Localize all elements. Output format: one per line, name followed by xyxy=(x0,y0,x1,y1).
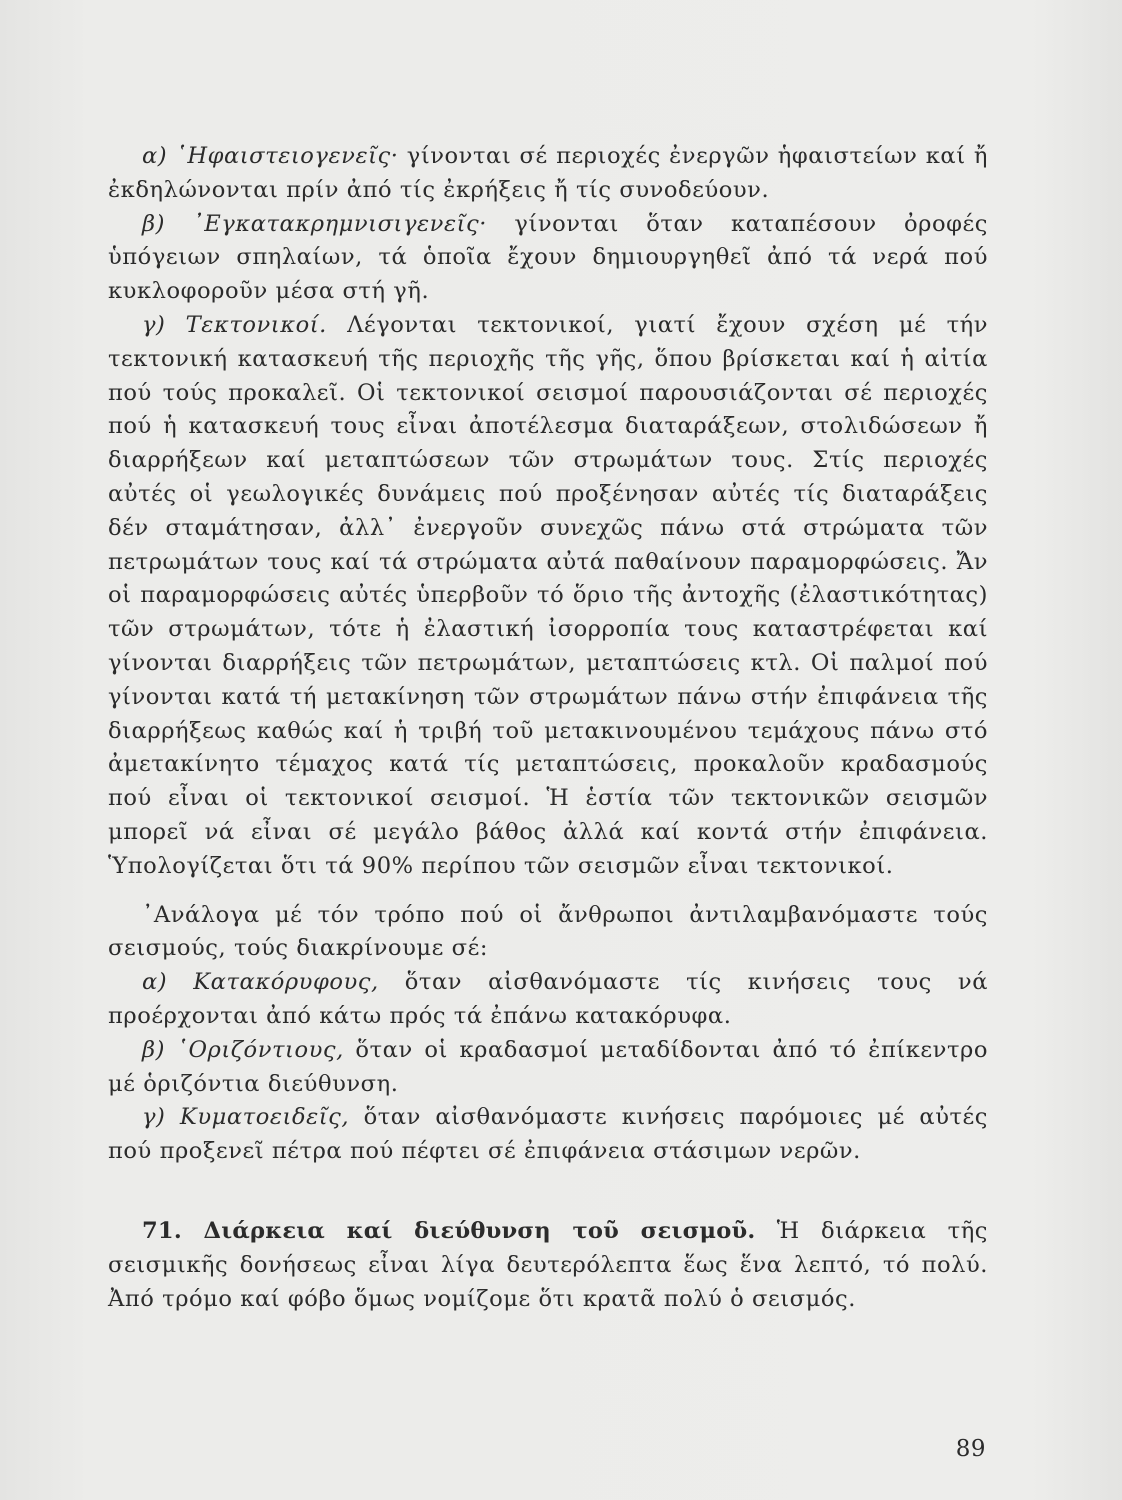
paragraph-collapse xyxy=(108,208,988,309)
item-label: β) xyxy=(142,1036,177,1063)
paragraph-text: γίνονται ὅταν καταπέσουν ὀροφές ὑπόγειων σπηλαίων, τά ὁποῖα ἔχουν δημιουργηθεῖ ἀπό τά νερά πού κυκλοφοροῦν μέσα στή γῆ. xyxy=(108,210,988,305)
term-collapse: ᾿Εγκατακρημνισιγενεῖς· xyxy=(192,210,487,237)
paragraph-vertical xyxy=(108,966,988,1034)
paragraph-text: γίνονται σέ περιοχές ἐνεργῶν ἡφαιστείων καί ἤ ἐκδηλώνονται πρίν ἀπό τίς ἐκρήξεις ἤ τίς συνοδεύουν. xyxy=(108,143,989,203)
item-label: β) xyxy=(142,210,193,237)
term-wavelike: Κυματοειδεῖς, xyxy=(179,1104,350,1131)
paragraph-text: ὅταν αἰσθανόμαστε κινήσεις παρόμοιες μέ αὐτές πού προξενεῖ πέτρα πού πέφτει σέ ἐπιφάνεια στάσιμων νερῶν. xyxy=(108,1104,989,1165)
paragraph-tectonic xyxy=(108,309,988,884)
paragraph-horizontal xyxy=(108,1034,988,1102)
section-heading: 71. Διάρκεια καί διεύθυνση τοῦ σεισμοῦ. xyxy=(142,1217,756,1244)
paragraph-text: ὅταν αἰσθανόμαστε τίς κινήσεις τους νά προέρχονται ἀπό κάτω πρός τά ἐπάνω κατακόρυφα. xyxy=(108,969,989,1029)
paragraph-text: Λέγονται τεκτονικοί, γιατί ἔχουν σχέση μέ τήν τεκτονική κατασκευή τῆς περιοχῆς τῆς γῆς, ὅπου βρίσκεται καί ἡ αἰτία πού τούς προκαλεῖ. Οἱ τεκτονικοί σεισμοί παρουσιάζονται σέ περιοχές πού ἡ κατασκευή τους εἶναι ἀποτέλεσμα διαταράξεων, στολιδώσεων ἤ διαρρήξεων καί μεταπτώσεων τῶν στρωμάτων τους. Στίς περιοχές αὐτές οἱ γεωλογικές δυνάμεις πού προξένησαν αὐτές τίς διαταράξεις δέν σταμάτησαν, ἀλλ᾿ ἐνεργοῦν συνεχῶς πάνω στά στρώματα τῶν πετρωμάτων τους καί τά στρώματα αὐτά παθαίνουν παραμορφώσεις. Ἄν οἱ παραμορφώσεις αὐτές ὑπερβοῦν τό ὅριο τῆς ἀντοχῆς (ἐλαστικότητας) τῶν στρωμάτων, τότε ἡ ἐλαστική ἰσορροπία τους καταστρέφεται καί γίνονται διαρρήξεις τῶν πετρωμάτων, μεταπτώσεις κτλ. Οἱ παλμοί πού γίνονται κατά τή μετακίνηση τῶν στρωμάτων πάνω στήν ἐπιφάνεια τῆς διαρρήξεως καθώς καί ἡ τριβή τοῦ μετακινουμένου τεμάχους πάνω στό ἀμετακίνητο τέμαχος κατά τίς μεταπτώσεις, προκαλοῦν κραδασμούς πού εἶναι οἱ τεκτονικοί σεισμοί. Ἡ ἑστία τῶν τεκτονικῶν σεισμῶν μπορεῖ νά εἶναι σέ μεγάλο βάθος ἀλλά καί κοντά στήν ἐπιφάνεια. Ὑπολογίζεται ὅτι τά 90% περίπου τῶν σεισμῶν εἶναι τεκτονικοί. xyxy=(108,311,989,879)
page-number: 89 xyxy=(955,1436,986,1462)
item-label: α) xyxy=(142,969,194,996)
item-label: γ) xyxy=(142,1104,180,1131)
paragraph-classification xyxy=(108,899,988,967)
term-tectonic: Τεκτονικοί. xyxy=(185,311,327,338)
body-text xyxy=(108,140,988,1316)
item-label: α) xyxy=(142,143,176,169)
term-vertical: Κατακόρυφους, xyxy=(193,969,379,996)
section-text: Ἡ διάρκεια τῆς σεισμικῆς δονήσεως εἶναι λίγα δευτερόλεπτα ἕως ἕνα λεπτό, τό πολύ. Ἀπό τρόμο καί φόβο ὅμως νομίζομε ὅτι κρατᾶ πολύ ὁ σεισμός. xyxy=(108,1217,988,1312)
item-label: γ) xyxy=(142,311,186,338)
term-volcanic: ῾Ηφαιστειογενεῖς· xyxy=(175,143,399,169)
section-71 xyxy=(108,1215,988,1316)
term-horizontal: ῾Οριζόντιους, xyxy=(176,1036,344,1063)
paragraph-text: ᾿Ανάλογα μέ τόν τρόπο πού οἱ ἄνθρωποι ἀντιλαμβανόμαστε τούς σεισμούς, τούς διακρίνουμε σέ: xyxy=(108,901,988,962)
paragraph-text: ὅταν οἱ κραδασμοί μεταδίδονται ἀπό τό ἐπίκεντρο μέ ὁριζόντια διεύθυνση. xyxy=(108,1036,988,1097)
paragraph-wavelike xyxy=(108,1101,988,1169)
paragraph-volcanic xyxy=(108,140,988,208)
